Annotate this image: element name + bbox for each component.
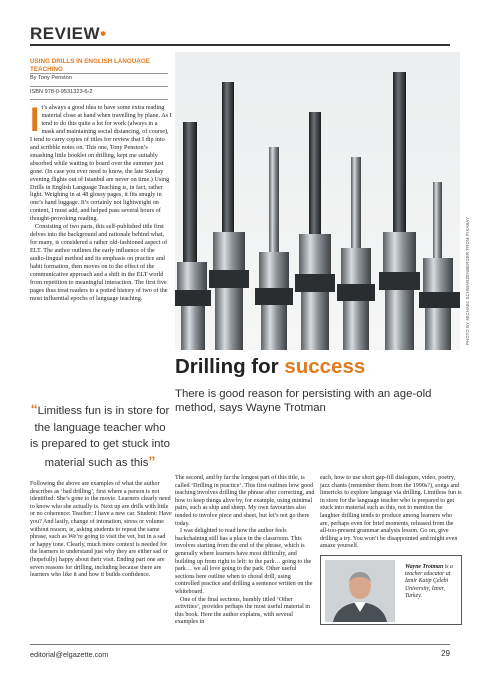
body-column-middle	[175, 475, 315, 627]
book-author: By Tony Penston	[30, 75, 72, 81]
body-paragraph: each, how to use short gap-fill dialogues, video, poetry, jazz chants (remember them from the 1990s?), songs and limericks to explore language via drilling. Limitless fun is in store for the language teacher who is prepared to get stuck into material such as this, not to mention the laughter drilling tends to produce among learners who are, perhaps even for brief moments, released from the all-too-present grammar analysis lesson. Go on, give drilling a try. You won’t be disappointed and might even amaze yourself.	[320, 475, 462, 550]
intro-column	[30, 101, 172, 303]
body-paragraph: The second, and by far the longest part of this title, is called ‘Drilling in practice’. This first outlines how good teaching involves drilling the phrase after correcting, and how to keep things alive by, for example, using minimal pairs, such as ship and sheep. My own favourites also tended to involve piece and sheet, but let’s not go there today.	[175, 475, 315, 527]
body-paragraph: I was delighted to read how the author feels backchaining still has a place in the classroom. This involves starting from the end of the phrase, which is generally where learners have most difficulty, and building up from right to left: to the park… going to the park… we all love going to the park. Other useful sections here outline when to choral drill, using controlled practice and drilling a sentence written on the whiteboard.	[175, 528, 313, 595]
body-paragraph: Following the above are examples of what the author describes as ‘bad drilling’, first where a person is not identified: She’s gone to the movie. Learners clearly need to know who she actually is. Next up are drills with little or no coherence: Teacher: I have a new car. Student: Have you? And lastly, change of intonation, stress or volume without reason, ie, asking students to repeat the same phrase, such as We’re going to visit the vet, but in a sad or happy tone. Clearly, much more context is needed for the learners to understand just why they are either sad or (hopefully) happy about their visit. Ending part one are seven reasons for drilling, including because there are learners who like it and how it builds confidence.	[30, 481, 172, 579]
author-photo	[325, 560, 395, 622]
meta-divider	[30, 86, 168, 87]
close-quote-icon: ”	[148, 452, 156, 469]
book-title: USING DRILLS IN ENGLISH LANGUAGE TEACHING	[30, 58, 150, 73]
meta-divider	[30, 99, 168, 100]
photo-credit: PHOTO BY MICHAEL SCHWARZENBERGER FROM PIXABAY	[465, 216, 470, 345]
drill-bits-photo	[175, 52, 460, 350]
pull-quote: “Limitless fun is in store for the language teacher who is prepared to get stuck into material such as this”	[30, 401, 170, 469]
headline: Drilling for success	[175, 355, 366, 378]
body-column-right	[320, 475, 462, 551]
footer-email: editorial@elgazette.com	[30, 650, 109, 659]
footer-divider	[30, 644, 450, 645]
open-quote-icon: “	[30, 401, 38, 417]
headline-accent: success	[284, 355, 366, 378]
header-divider	[30, 44, 450, 46]
author-bio: Wayne Trotman is a teacher educator at İzmir Katip Çelebi University, İzmir, Turkey.	[405, 564, 453, 599]
book-isbn: ISBN 978-0-9531323-6-2	[30, 89, 93, 95]
author-name: Wayne Trotman	[405, 564, 444, 570]
author-bio-box	[320, 555, 462, 625]
section-dot: •	[100, 24, 107, 43]
body-column-left	[30, 481, 172, 580]
intro-paragraph-1: t’s always a good idea to have some extra reading material close at hand when travelling by plane. As I tend to do this quite a lot for work (always in a mask and maintaining social distancing, of course), I tend to carry copies of titles for review that I dip into and scribble notes on. This one, Tony Penston’s smashing little booklet on drilling, kept me suitably absorbed while waiting to board over the summer just gone. (In case you ever need to know, the late Sunday evening flights out of Istanbul are never on time.) Using Drills in English Language Teaching is, in fact, rather light. Weighing in at 48 glossy pages, it fits snugly in one’s hand luggage. It’s certainly not lightweight on content, I must add, and helped pass several hours of thought-provoking reading.	[30, 104, 172, 223]
intro-paragraph-2: Consisting of two parts, this self-published title first delves into the background and rationale behind what, for many, is considered a rather old-fashioned aspect of ELT. The author outlines the early influence of the audio-lingual method and its emphasis on practice and habit formation, then moves on to the effect of the communicative approach and a shift in the ELT world from repetition to meaningful interaction. The first five pages thus treat readers to a potted history of two of the most influential epochs of language teaching.	[30, 223, 168, 302]
standfirst: There is good reason for persisting with an age-old method, says Wayne Trotman	[175, 388, 432, 414]
page-number: 29	[441, 649, 450, 658]
section-label: REVIEW•	[30, 24, 107, 43]
drop-cap: I	[30, 101, 40, 139]
body-paragraph: One of the final sections, humbly titled ‘Other activities’, provides perhaps the most useful material in this book. Here the author explains, with several examples in	[175, 596, 311, 626]
meta-divider	[30, 73, 168, 74]
